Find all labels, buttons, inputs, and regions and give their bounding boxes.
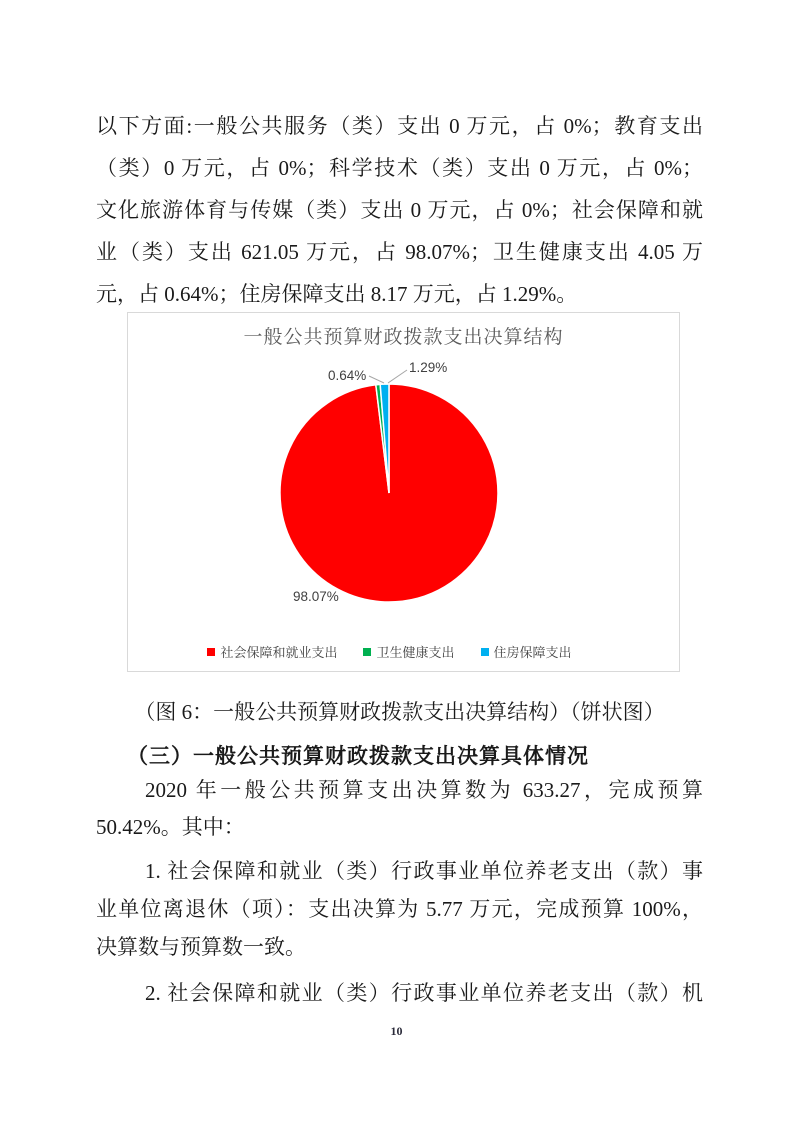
chart-legend: [128, 642, 651, 661]
paragraph-intro-line: （类）0 万元，占 0%；科学技术（类）支出 0 万元，占 0%；: [96, 156, 703, 180]
paragraph-summary-line: 2020 年一般公共预算支出决算数为 633.27，完成预算: [145, 778, 703, 802]
legend-label: 社会保障和就业支出: [220, 645, 338, 660]
paragraph-item1: [96, 852, 703, 966]
pie-label-health: 0.64%: [328, 368, 367, 383]
legend-item-housing: [481, 642, 572, 661]
legend-item-health: [363, 642, 454, 661]
paragraph-intro-line: 文化旅游体育与传媒（类）支出 0 万元，占 0%；社会保障和就: [96, 198, 703, 222]
paragraph-item2-line: 2. 社会保障和就业（类）行政事业单位养老支出（款）机: [145, 981, 703, 1005]
paragraph-item1-line: 业单位离退休（项）：支出决算为 5.77 万元，完成预算 100%，: [96, 897, 703, 921]
legend-swatch-blue: [481, 648, 489, 656]
paragraph-intro-line: 业（类）支出 621.05 万元，占 98.07%；卫生健康支出 4.05 万: [96, 240, 703, 264]
paragraph-item1-line: 1. 社会保障和就业（类）行政事业单位养老支出（款）事: [145, 859, 703, 883]
paragraph-summary-line: 50.42%。其中：: [96, 815, 245, 839]
page-number: 10: [390, 1024, 403, 1038]
legend-item-social: [207, 642, 337, 661]
leader-line-housing: [388, 370, 407, 383]
pie-chart-figure: [127, 312, 680, 672]
paragraph-item1-line: 决算数与预算数一致。: [96, 935, 306, 959]
paragraph-intro-line: 元，占 0.64%；住房保障支出 8.17 万元，占 1.29%。: [96, 282, 578, 306]
legend-swatch-red: [207, 648, 215, 656]
paragraph-summary: [96, 772, 703, 846]
legend-label: 卫生健康支出: [376, 645, 455, 660]
pie-slices: [280, 384, 498, 602]
legend-swatch-green: [363, 648, 371, 656]
paragraph-intro-line: 以下方面:一般公共服务（类）支出 0 万元，占 0%；教育支出: [96, 114, 703, 138]
pie-label-housing: 1.29%: [409, 360, 448, 375]
chart-title: 一般公共预算财政拨款支出决算结构: [243, 327, 564, 348]
pie-label-social: 98.07%: [293, 589, 339, 604]
section-heading: （三）一般公共预算财政拨款支出决算具体情况: [127, 744, 589, 768]
leader-line-health: [369, 376, 384, 383]
paragraph-item2: [96, 974, 703, 1012]
paragraph-intro: [96, 105, 703, 315]
figure-caption: （图 6：一般公共预算财政拨款支出决算结构）（饼状图）: [134, 700, 665, 724]
legend-label: 住房保障支出: [493, 645, 572, 660]
pie-chart-canvas: [128, 313, 681, 673]
